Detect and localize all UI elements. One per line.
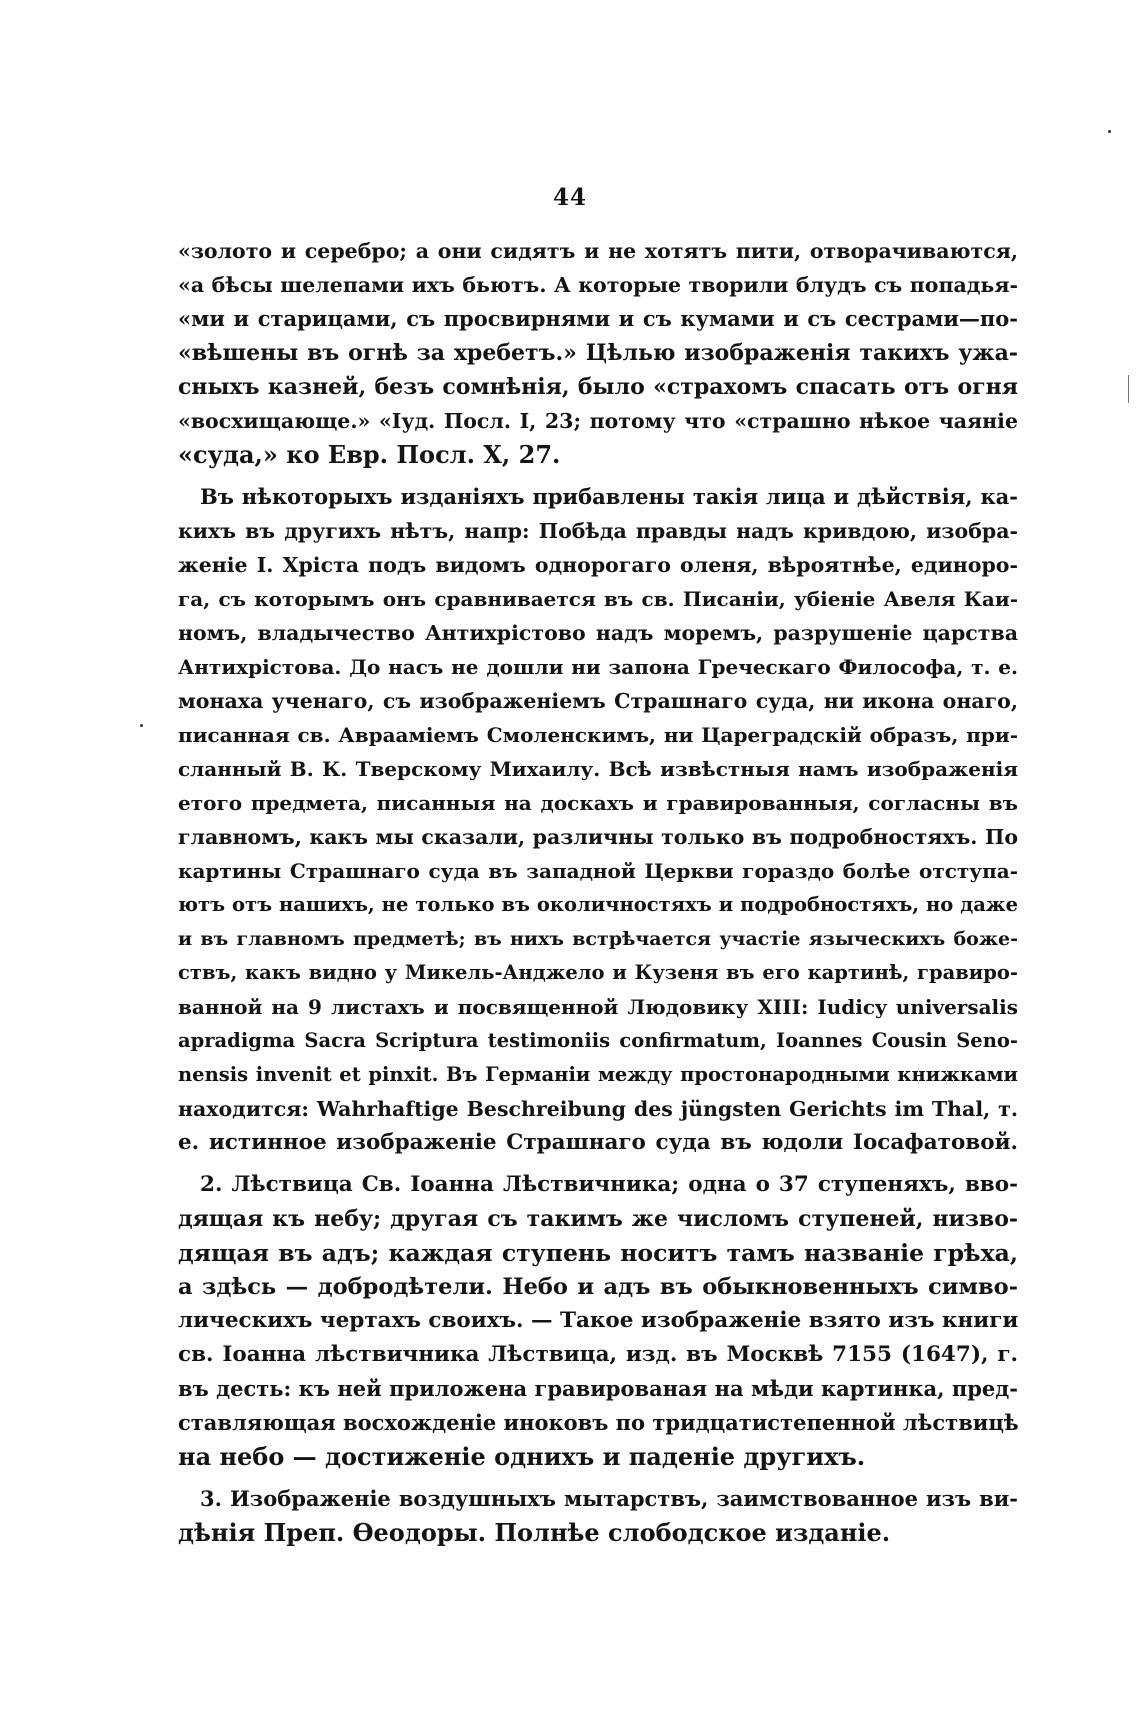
text-line: женіе I. Хріста подъ видомъ однорогаго оленя, вѣроятнѣе, единоро- <box>178 553 1018 577</box>
text-line: дѣнія Преп. Ѳеодоры. Полнѣе слободское изданіе. <box>178 1518 891 1547</box>
paragraph-gap <box>178 472 1018 480</box>
text-line: находится: Wahrhaftige Beschreibung des jüngsten Gerichts im Thal, т. <box>178 1097 1018 1121</box>
paragraph-gap <box>178 1474 1018 1482</box>
page-number: 44 <box>552 184 587 211</box>
text-line: 2. Лѣствица Св. Іоанна Лѣствичника; одна о 37 ступеняхъ, вво- <box>200 1172 1018 1197</box>
text-line: nensis invenit et pinxit. Въ Германіи между простонародными книжками <box>178 1063 1018 1086</box>
text-line: картины Страшнаго суда въ западной Церкви гораздо болѣе отступа- <box>178 859 1018 883</box>
paragraph-gap <box>178 1160 1018 1168</box>
text-line: дящая въ адъ; каждая ступень носитъ тамъ названіе грѣха, <box>178 1239 1018 1267</box>
text-line: ютъ отъ нашихъ, не только въ околичностяхъ и подробностяхъ, но даже <box>178 893 1018 916</box>
text-line: apradigma Sacra Scriptura testimoniis confirmatum, Ioannes Cousin Seno- <box>178 1029 1018 1052</box>
text-line: лическихъ чертахъ своихъ. — Такое изображеніе взято изъ книги <box>178 1308 1019 1333</box>
text-line: Антихрістова. До насъ не дошли ни запона Греческаго Философа, т. е. <box>178 655 1018 679</box>
text-line: ванной на 9 листахъ и посвященной Людовику XIII: Iudicy universalis <box>178 995 1018 1019</box>
text-line: въ десть: къ ней приложена гравированая на мѣди картинка, пред- <box>178 1376 1018 1401</box>
text-line: и въ главномъ предметѣ; въ нихъ встрѣчается участіе языческихъ боже- <box>178 928 1018 950</box>
text-line: Въ нѣкоторыхъ изданіяхъ прибавлены такія лица и дѣйствія, ка- <box>200 484 1018 509</box>
text-line: номъ, владычество Антихрістово надъ моремъ, разрушеніе царства <box>178 621 1018 645</box>
text-line: 3. Изображеніе воздушныхъ мытарствъ, заимствованное изъ ви- <box>200 1486 1018 1511</box>
text-line: св. Іоанна лѣствичника Лѣствица, изд. въ Москвѣ 7155 (1647), г. <box>178 1342 1018 1367</box>
scan-speck <box>1108 130 1111 133</box>
scan-speck <box>140 724 143 727</box>
text-line: «а бѣсы шелепами ихъ бьютъ. А которые творили блудъ съ попадья- <box>178 273 1018 297</box>
text-line: дящая къ небу; другая съ такимъ же числомъ ступеней, низво- <box>178 1206 1018 1232</box>
text-line: писанная св. Авраамiемъ Смоленскимъ, ни Цареградскій образъ, при- <box>178 723 1018 747</box>
text-line: ставляющая восхожденіе иноковъ по тридцатистепенной лѣствицѣ <box>178 1410 1019 1435</box>
text-line: е. истинное изображеніе Страшнаго суда въ юдоли Іосафатовой. <box>178 1130 1018 1155</box>
text-line: сныхъ казней, безъ сомнѣнія, было «страхомъ спасать отъ огня <box>178 374 1018 400</box>
text-line: монаха ученаго, съ изображеніемъ Страшнаго суда, ни икона онаго, <box>178 689 1018 713</box>
text-line: «золото и серебро; а они сидятъ и не хотятъ пити, отворачиваются, <box>178 239 1018 263</box>
text-line: сланный В. К. Тверскому Михаилу. Всѣ извѣстныя намъ изображенія <box>178 757 1018 781</box>
text-line: етого предмета, писанныя на доскахъ и гравированныя, согласны въ <box>178 791 1018 815</box>
text-line: ствъ, какъ видно у Микель-Анджело и Кузеня въ его картинѣ, гравиро- <box>178 961 1018 984</box>
text-line: а здѣсь — добродѣтели. Небо и адъ въ обыкновенныхъ симво- <box>178 1274 1018 1300</box>
text-line: «вѣшены въ огнѣ за хребетъ.» Цѣлью изображенія такихъ ужа- <box>178 340 1018 366</box>
body-text <box>178 234 1018 1550</box>
text-line: га, съ которымъ онъ сравнивается въ св. Писаніи, убіеніе Авеля Каи- <box>178 587 1018 611</box>
text-line: на небо — достиженіе однихъ и паденіе другихъ. <box>178 1442 866 1471</box>
text-line: «восхищающе.» «Іуд. Посл. I, 23; потому что «страшно нѣкое чаяніе <box>178 409 1018 433</box>
margin-mark <box>1128 375 1129 403</box>
text-line: кихъ въ другихъ нѣтъ, напр: Побѣда правды надъ кривдою, изобра- <box>178 519 1018 543</box>
text-line: «ми и старицами, съ просвирнями и съ кумами и съ сестрами—по- <box>178 306 1018 331</box>
text-line: главномъ, какъ мы сказали, различны только въ подробностяхъ. По <box>178 825 1018 849</box>
text-line: «суда,» ко Евр. Посл. X, 27. <box>178 440 561 469</box>
